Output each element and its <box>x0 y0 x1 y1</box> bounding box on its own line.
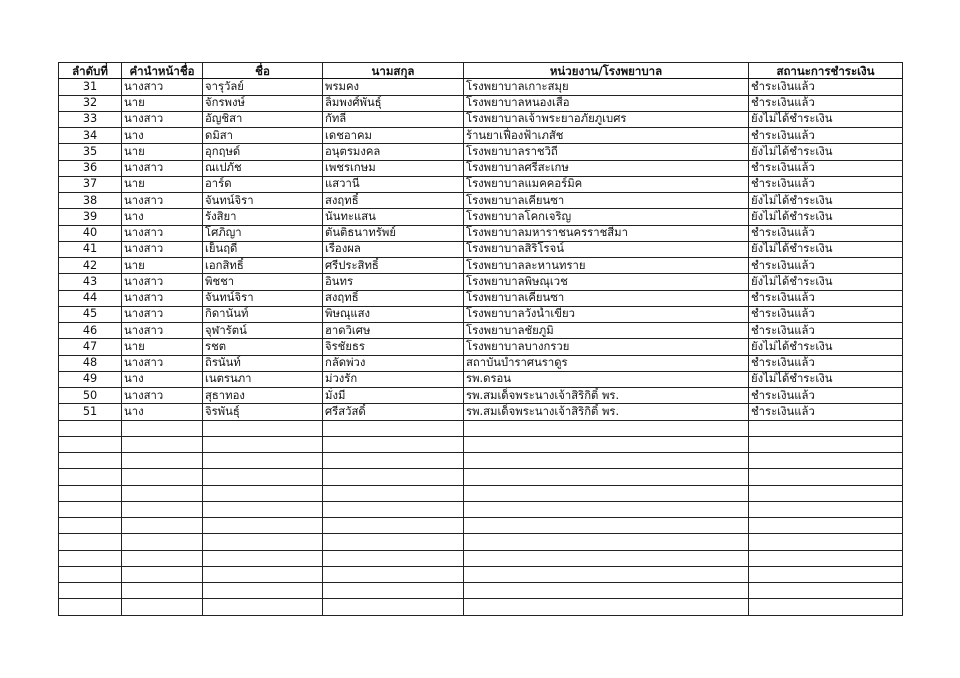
cell-unit: โรงพยาบาลชัยภูมิ <box>464 323 749 339</box>
cell-last-name: พิษณุแสง <box>323 306 464 322</box>
empty-cell <box>323 420 464 436</box>
cell-first-name: จุฬารัตน์ <box>203 323 323 339</box>
cell-status: ชำระเงินแล้ว <box>749 306 903 322</box>
cell-last-name: ลิ้มพงศ์พันธุ์ <box>323 95 464 111</box>
cell-no: 50 <box>59 388 122 404</box>
empty-cell <box>59 453 122 469</box>
empty-cell <box>323 534 464 550</box>
empty-row <box>59 599 903 615</box>
cell-prefix: นาง <box>122 404 203 420</box>
header-prefix: คำนำหน้าชื่อ <box>122 63 203 79</box>
empty-cell <box>203 566 323 582</box>
cell-last-name: สงฤทธิ์ <box>323 290 464 306</box>
empty-cell <box>59 566 122 582</box>
cell-no: 47 <box>59 339 122 355</box>
cell-last-name: เรืองผล <box>323 241 464 257</box>
cell-unit: โรงพยาบาลแมคคอร์มิค <box>464 176 749 192</box>
empty-cell <box>464 566 749 582</box>
empty-cell <box>464 583 749 599</box>
cell-last-name: นันทะแสน <box>323 209 464 225</box>
empty-cell <box>464 436 749 452</box>
cell-last-name: กลัดพ่วง <box>323 355 464 371</box>
cell-status: ชำระเงินแล้ว <box>749 290 903 306</box>
cell-last-name: กัทลี <box>323 111 464 127</box>
cell-status: ชำระเงินแล้ว <box>749 176 903 192</box>
empty-cell <box>464 420 749 436</box>
empty-cell <box>464 534 749 550</box>
empty-cell <box>59 599 122 615</box>
empty-cell <box>749 485 903 501</box>
table-row <box>59 241 903 257</box>
empty-cell <box>203 485 323 501</box>
table-row <box>59 290 903 306</box>
cell-no: 31 <box>59 79 122 95</box>
empty-cell <box>749 436 903 452</box>
empty-cell <box>749 453 903 469</box>
cell-unit: โรงพยาบาลหนองเสือ <box>464 95 749 111</box>
cell-unit: โรงพยาบาลเจ้าพระยาอภัยภูเบศร <box>464 111 749 127</box>
cell-unit: รพ.ดรอน <box>464 371 749 387</box>
cell-no: 32 <box>59 95 122 111</box>
cell-first-name: ณเปภัช <box>203 160 323 176</box>
cell-unit: โรงพยาบาลพิษณุเวช <box>464 274 749 290</box>
empty-cell <box>122 501 203 517</box>
cell-status: ชำระเงินแล้ว <box>749 95 903 111</box>
empty-cell <box>203 420 323 436</box>
cell-first-name: จักรพงษ์ <box>203 95 323 111</box>
cell-no: 37 <box>59 176 122 192</box>
cell-first-name: อุกฤษด์ <box>203 144 323 160</box>
cell-first-name: อาร์ด <box>203 176 323 192</box>
cell-prefix: นาย <box>122 95 203 111</box>
empty-cell <box>203 436 323 452</box>
cell-prefix: นางสาว <box>122 274 203 290</box>
empty-cell <box>323 485 464 501</box>
cell-prefix: นาย <box>122 176 203 192</box>
cell-prefix: นางสาว <box>122 225 203 241</box>
empty-cell <box>122 453 203 469</box>
empty-row <box>59 436 903 452</box>
cell-last-name: เดชอาคม <box>323 128 464 144</box>
empty-cell <box>203 501 323 517</box>
cell-first-name: สุธาทอง <box>203 388 323 404</box>
cell-prefix: นางสาว <box>122 323 203 339</box>
cell-unit: โรงพยาบาลเกาะสมุย <box>464 79 749 95</box>
cell-first-name: จันทน์จิรา <box>203 193 323 209</box>
empty-cell <box>323 599 464 615</box>
empty-cell <box>122 420 203 436</box>
header-last-name: นามสกุล <box>323 63 464 79</box>
cell-first-name: เอกสิทธิ์ <box>203 258 323 274</box>
empty-cell <box>122 534 203 550</box>
empty-cell <box>749 566 903 582</box>
table-row <box>59 404 903 420</box>
cell-prefix: นางสาว <box>122 79 203 95</box>
empty-cell <box>323 550 464 566</box>
cell-no: 48 <box>59 355 122 371</box>
cell-no: 40 <box>59 225 122 241</box>
cell-last-name: พรมคง <box>323 79 464 95</box>
cell-last-name: อินทร <box>323 274 464 290</box>
cell-status: ยังไม่ได้ชำระเงิน <box>749 339 903 355</box>
cell-first-name: เนตรนภา <box>203 371 323 387</box>
empty-cell <box>122 566 203 582</box>
cell-unit: โรงพยาบาลศรีสะเกษ <box>464 160 749 176</box>
cell-first-name: กิดานันท์ <box>203 306 323 322</box>
payment-status-table <box>58 62 903 616</box>
empty-cell <box>203 469 323 485</box>
header-row <box>59 63 903 79</box>
empty-cell <box>323 501 464 517</box>
header-status: สถานะการชำระเงิน <box>749 63 903 79</box>
empty-cell <box>203 550 323 566</box>
empty-row <box>59 453 903 469</box>
header-unit: หน่วยงาน/โรงพยาบาล <box>464 63 749 79</box>
cell-last-name: จิรชัยธร <box>323 339 464 355</box>
empty-cell <box>59 420 122 436</box>
empty-cell <box>323 566 464 582</box>
empty-cell <box>122 599 203 615</box>
table-row <box>59 193 903 209</box>
cell-status: ชำระเงินแล้ว <box>749 225 903 241</box>
empty-cell <box>464 501 749 517</box>
table-row <box>59 274 903 290</box>
cell-no: 51 <box>59 404 122 420</box>
empty-row <box>59 485 903 501</box>
cell-status: ชำระเงินแล้ว <box>749 404 903 420</box>
cell-first-name: จันทน์จิรา <box>203 290 323 306</box>
empty-row <box>59 501 903 517</box>
empty-cell <box>122 485 203 501</box>
cell-prefix: นาย <box>122 258 203 274</box>
cell-no: 49 <box>59 371 122 387</box>
empty-cell <box>203 518 323 534</box>
table-row <box>59 79 903 95</box>
cell-prefix: นางสาว <box>122 388 203 404</box>
table-row <box>59 111 903 127</box>
empty-cell <box>59 501 122 517</box>
cell-no: 45 <box>59 306 122 322</box>
cell-first-name: จารุวัลย์ <box>203 79 323 95</box>
cell-prefix: นางสาว <box>122 160 203 176</box>
empty-cell <box>749 420 903 436</box>
cell-prefix: นาง <box>122 209 203 225</box>
cell-status: ชำระเงินแล้ว <box>749 355 903 371</box>
cell-last-name: ตันติธนาทรัพย์ <box>323 225 464 241</box>
empty-cell <box>749 583 903 599</box>
cell-prefix: นางสาว <box>122 290 203 306</box>
table-row <box>59 176 903 192</box>
table-row <box>59 306 903 322</box>
table-row <box>59 209 903 225</box>
empty-cell <box>59 583 122 599</box>
cell-last-name: สงฤทธิ์ <box>323 193 464 209</box>
cell-unit: โรงพยาบาลเคียนซา <box>464 290 749 306</box>
cell-unit: รพ.สมเด็จพระนางเจ้าสิริกิติ์ พร. <box>464 404 749 420</box>
empty-cell <box>59 436 122 452</box>
cell-unit: โรงพยาบาลบางกรวย <box>464 339 749 355</box>
header-no: ลำดับที่ <box>59 63 122 79</box>
table-row <box>59 323 903 339</box>
empty-cell <box>749 469 903 485</box>
table-row <box>59 355 903 371</box>
cell-status: ชำระเงินแล้ว <box>749 388 903 404</box>
cell-first-name: อัญชิสา <box>203 111 323 127</box>
cell-last-name: แสวานี <box>323 176 464 192</box>
cell-unit: โรงพยาบาลโคกเจริญ <box>464 209 749 225</box>
cell-last-name: ศรีประสิทธิ์ <box>323 258 464 274</box>
cell-no: 39 <box>59 209 122 225</box>
empty-cell <box>749 599 903 615</box>
table-row <box>59 371 903 387</box>
empty-cell <box>749 501 903 517</box>
cell-status: ชำระเงินแล้ว <box>749 79 903 95</box>
cell-last-name: มั่งมี <box>323 388 464 404</box>
cell-status: ยังไม่ได้ชำระเงิน <box>749 371 903 387</box>
table-row <box>59 95 903 111</box>
empty-cell <box>203 453 323 469</box>
empty-cell <box>122 518 203 534</box>
empty-cell <box>323 518 464 534</box>
cell-no: 36 <box>59 160 122 176</box>
empty-cell <box>749 534 903 550</box>
empty-cell <box>122 583 203 599</box>
cell-no: 35 <box>59 144 122 160</box>
empty-cell <box>59 550 122 566</box>
empty-row <box>59 469 903 485</box>
cell-no: 34 <box>59 128 122 144</box>
cell-first-name: ดมิสา <box>203 128 323 144</box>
cell-prefix: นาง <box>122 128 203 144</box>
empty-cell <box>464 453 749 469</box>
cell-last-name: ศรีสวัสดิ์ <box>323 404 464 420</box>
cell-first-name: รังสิยา <box>203 209 323 225</box>
cell-unit: โรงพยาบาลสิริโรจน์ <box>464 241 749 257</box>
cell-no: 46 <box>59 323 122 339</box>
empty-cell <box>464 485 749 501</box>
cell-unit: โรงพยาบาลละหานทราย <box>464 258 749 274</box>
table-row <box>59 160 903 176</box>
cell-status: ยังไม่ได้ชำระเงิน <box>749 144 903 160</box>
empty-row <box>59 566 903 582</box>
cell-unit: โรงพยาบาลราชวิถี <box>464 144 749 160</box>
empty-cell <box>122 469 203 485</box>
cell-unit: โรงพยาบาลเคียนซา <box>464 193 749 209</box>
empty-row <box>59 518 903 534</box>
cell-status: ยังไม่ได้ชำระเงิน <box>749 111 903 127</box>
header-first-name: ชื่อ <box>203 63 323 79</box>
cell-status: ยังไม่ได้ชำระเงิน <box>749 209 903 225</box>
table-row <box>59 144 903 160</box>
cell-no: 41 <box>59 241 122 257</box>
cell-status: ชำระเงินแล้ว <box>749 258 903 274</box>
empty-row <box>59 583 903 599</box>
empty-cell <box>464 550 749 566</box>
cell-last-name: เพชรเกษม <box>323 160 464 176</box>
table-row <box>59 128 903 144</box>
cell-prefix: นางสาว <box>122 355 203 371</box>
cell-last-name: อนุตรมงคล <box>323 144 464 160</box>
empty-cell <box>203 599 323 615</box>
empty-cell <box>59 485 122 501</box>
cell-unit: โรงพยาบาลวังน้ำเขียว <box>464 306 749 322</box>
cell-prefix: นางสาว <box>122 111 203 127</box>
empty-row <box>59 550 903 566</box>
cell-first-name: จิรพันธุ์ <box>203 404 323 420</box>
cell-unit: สถาบันบำราศนราดูร <box>464 355 749 371</box>
cell-no: 44 <box>59 290 122 306</box>
empty-cell <box>323 583 464 599</box>
cell-status: ยังไม่ได้ชำระเงิน <box>749 241 903 257</box>
empty-cell <box>749 518 903 534</box>
empty-cell <box>323 469 464 485</box>
empty-cell <box>464 469 749 485</box>
empty-cell <box>464 518 749 534</box>
empty-row <box>59 420 903 436</box>
cell-status: ยังไม่ได้ชำระเงิน <box>749 274 903 290</box>
empty-cell <box>749 550 903 566</box>
table-row <box>59 388 903 404</box>
cell-first-name: โศภิญา <box>203 225 323 241</box>
cell-no: 38 <box>59 193 122 209</box>
empty-cell <box>203 534 323 550</box>
cell-unit: รพ.สมเด็จพระนางเจ้าสิริกิติ์ พร. <box>464 388 749 404</box>
empty-cell <box>323 436 464 452</box>
cell-unit: โรงพยาบาลมหาราชนครราชสีมา <box>464 225 749 241</box>
cell-prefix: นางสาว <box>122 306 203 322</box>
cell-no: 33 <box>59 111 122 127</box>
empty-cell <box>59 518 122 534</box>
cell-no: 43 <box>59 274 122 290</box>
empty-cell <box>464 599 749 615</box>
cell-prefix: นางสาว <box>122 193 203 209</box>
cell-first-name: พิชชา <box>203 274 323 290</box>
empty-cell <box>203 583 323 599</box>
empty-cell <box>122 550 203 566</box>
cell-prefix: นาย <box>122 339 203 355</box>
cell-prefix: นาย <box>122 144 203 160</box>
cell-first-name: ถิรนันท์ <box>203 355 323 371</box>
cell-status: ชำระเงินแล้ว <box>749 128 903 144</box>
table-row <box>59 258 903 274</box>
cell-status: ชำระเงินแล้ว <box>749 323 903 339</box>
cell-last-name: ฮาดวิเศษ <box>323 323 464 339</box>
cell-prefix: นาง <box>122 371 203 387</box>
table-row <box>59 225 903 241</box>
empty-cell <box>122 436 203 452</box>
table-row <box>59 339 903 355</box>
cell-status: ยังไม่ได้ชำระเงิน <box>749 193 903 209</box>
cell-last-name: ม่วงรัก <box>323 371 464 387</box>
cell-no: 42 <box>59 258 122 274</box>
empty-cell <box>323 453 464 469</box>
empty-row <box>59 534 903 550</box>
cell-unit: ร้านยาเฟื่องฟ้าเภสัช <box>464 128 749 144</box>
cell-status: ชำระเงินแล้ว <box>749 160 903 176</box>
empty-cell <box>59 534 122 550</box>
cell-prefix: นางสาว <box>122 241 203 257</box>
cell-first-name: รชต <box>203 339 323 355</box>
empty-cell <box>59 469 122 485</box>
cell-first-name: เย็นฤดี <box>203 241 323 257</box>
